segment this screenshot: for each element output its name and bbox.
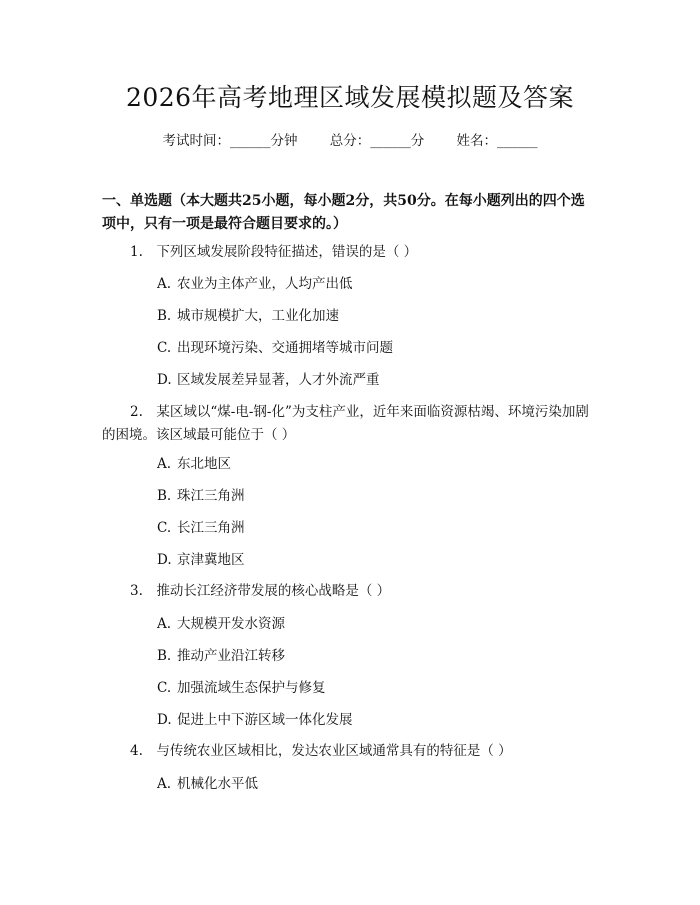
option-letter: B.	[157, 308, 172, 324]
question-stem: 1. 下列区域发展阶段特征描述，错误的是（ ）	[130, 244, 418, 260]
question-1-option-a[interactable]	[157, 274, 353, 294]
page-title: 2026年高考地理区域发展模拟题及答案	[125, 83, 575, 112]
option-text: 推动产业沿江转移	[177, 648, 285, 664]
question-3	[102, 580, 596, 603]
question-2-option-d[interactable]	[157, 550, 245, 570]
question-1-option-d[interactable]	[157, 370, 380, 390]
question-stem: 2. 某区域以“煤-电-钢-化”为支柱产业，近年来面临资源枯竭、环境污染加剧的困境。该区域最可能位于（ ）	[102, 404, 589, 443]
question-3-option-c[interactable]	[157, 678, 326, 698]
option-text: 区域发展差异显著，人才外流严重	[177, 372, 380, 388]
total-score-field: 总分：______分	[329, 133, 425, 149]
option-text: 加强流域生态保护与修复	[177, 680, 326, 696]
option-text: 机械化水平低	[177, 776, 258, 792]
option-text: 出现环境污染、交通拥堵等城市问题	[177, 340, 393, 356]
question-2-option-b[interactable]	[157, 486, 245, 506]
question-stem: 3. 推动长江经济带发展的核心战略是（ ）	[130, 583, 391, 599]
option-letter: A.	[157, 616, 172, 632]
question-2-option-c[interactable]	[157, 518, 245, 538]
option-letter: C.	[157, 340, 172, 356]
option-letter: C.	[157, 680, 172, 696]
option-letter: D.	[157, 552, 172, 568]
option-letter: D.	[157, 712, 172, 728]
option-text: 珠江三角洲	[177, 488, 245, 504]
option-letter: A.	[157, 276, 172, 292]
option-text: 京津冀地区	[177, 552, 245, 568]
section-heading: 一、单选题（本大题共25小题，每小题2分，共50分。在每小题列出的四个选项中，只有一项是最符合题目要求的。）	[102, 193, 585, 232]
option-letter: B.	[157, 648, 172, 664]
option-text: 东北地区	[177, 456, 231, 472]
question-1	[102, 241, 596, 264]
question-stem: 4. 与传统农业区域相比，发达农业区域通常具有的特征是（ ）	[130, 743, 512, 759]
question-2	[102, 401, 596, 447]
question-3-option-d[interactable]	[157, 710, 353, 730]
question-4-option-a[interactable]	[157, 774, 258, 794]
question-1-option-b[interactable]	[157, 306, 339, 326]
question-1-option-c[interactable]	[157, 338, 393, 358]
question-2-option-a[interactable]	[157, 454, 231, 474]
option-letter: A.	[157, 456, 172, 472]
exam-info	[0, 131, 700, 151]
option-text: 农业为主体产业，人均产出低	[177, 276, 353, 292]
option-text: 长江三角洲	[177, 520, 245, 536]
student-name-field: 姓名：______	[456, 133, 538, 149]
option-text: 大规模开发水资源	[177, 616, 285, 632]
option-text: 城市规模扩大，工业化加速	[177, 308, 339, 324]
question-3-option-b[interactable]	[157, 646, 285, 666]
option-letter: D.	[157, 372, 172, 388]
option-letter: A.	[157, 776, 172, 792]
question-4	[102, 740, 596, 763]
exam-time-field: 考试时间：______分钟	[162, 133, 298, 149]
option-letter: B.	[157, 488, 172, 504]
option-letter: C.	[157, 520, 172, 536]
option-text: 促进上中下游区域一体化发展	[177, 712, 353, 728]
question-3-option-a[interactable]	[157, 614, 285, 634]
